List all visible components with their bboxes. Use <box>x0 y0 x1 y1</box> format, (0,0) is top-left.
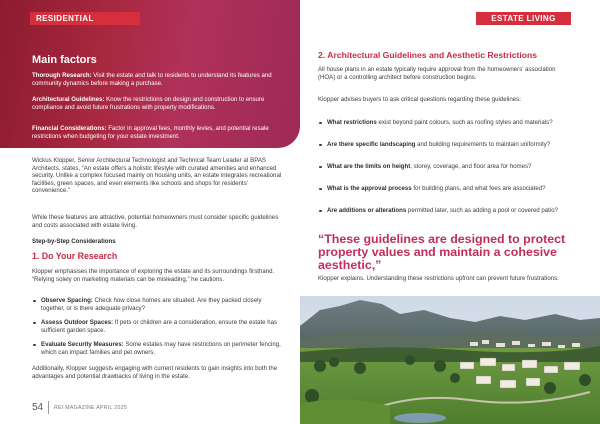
magazine-footer: REI MAGAZINE APRIL 2025 <box>54 405 128 411</box>
question-approval: What is the approval process for building plans, and what fees are associated? <box>318 185 568 193</box>
question-height: What are the limits on height, storey, coverage, and floor area for homes? <box>318 163 568 171</box>
research-heading: 1. Do Your Research <box>32 251 118 261</box>
research-bullet-outdoor: Assess Outdoor Spaces: If pets or children are a consideration, ensure the estate has sufficient garden space. <box>32 319 282 334</box>
questions-intro: Klopper advises buyers to ask critical questions regarding these guidelines: <box>318 96 521 103</box>
page-number: 54 <box>32 402 44 413</box>
estate-illustration <box>300 296 600 424</box>
factor-research: Thorough Research: Visit the estate and talk to residents to understand its features and community dynamics before making a purchase. <box>32 72 272 87</box>
additionally-paragraph: Additionally, Klopper suggests engaging with current residents to gain insights into both the advantages and potential drawbacks of living in the estate. <box>32 365 278 380</box>
intro-paragraph: Wickus Klopper, Senior Architectural Technologist and Technical Team Leader at BPAS Architects, states, “An estate offers a holistic lifestyle with curated amenities and enhanced security. Unlike a complex focused mainly on housing units, an estate integrates recreational facilities, green spaces, and even elements like schools and shops for residents’ convenience.” <box>32 157 282 195</box>
estate-aerial-photo <box>300 296 600 424</box>
question-alterations: Are additions or alterations permitted later, such as adding a pool or covered patio? <box>318 207 568 215</box>
folio-divider <box>48 401 49 414</box>
section-tag-residential: RESIDENTIAL <box>30 12 140 25</box>
right-page <box>300 0 600 424</box>
research-bullet-spacing: Observe Spacing: Check how close homes are situated. Are they packed closely together, or is there adequate privacy? <box>32 297 282 312</box>
while-paragraph: While these features are attractive, potential homeowners must consider specific guidelines and costs associated with estate living. <box>32 214 279 229</box>
pull-quote: “These guidelines are designed to protect property values and maintain a cohesive aesthetic,” <box>318 232 566 273</box>
question-landscaping: Are there specific landscaping and building requirements to maintain uniformity? <box>318 141 568 149</box>
step-heading: Step-by-Step Considerations <box>32 238 116 245</box>
factor-architectural: Architectural Guidelines: Know the restrictions on design and construction to ensure compliance and avoid future frustrations with property modifications. <box>32 96 265 111</box>
architectural-heading: 2. Architectural Guidelines and Aesthetic Restrictions <box>318 50 538 60</box>
research-intro: Klopper emphasises the importance of exploring the estate and its surroundings firsthand. “Relying solely on marketing materials can be misleading,” he cautions. <box>32 268 275 283</box>
after-quote-paragraph: Klopper explains. Understanding these restrictions upfront can prevent future frustrations. <box>318 275 559 282</box>
question-restrictions: What restrictions exist beyond paint colours, such as roofing styles and materials? <box>318 119 568 127</box>
factor-financial: Financial Considerations: Factor in approval fees, monthly levies, and potential resale restrictions when budgeting for your estate investment. <box>32 125 269 140</box>
hoa-paragraph: All house plans in an estate typically require approval from the homeowners’ association (HOA) or a controlling architect before construction begins. <box>318 66 556 81</box>
section-tag-estate-living: ESTATE LIVING <box>476 12 571 25</box>
main-factors-title: Main factors <box>32 54 97 66</box>
research-bullet-security: Evaluate Security Measures: Some estates may have restrictions on perimeter fencing, which can impact families and pet owners. <box>32 341 282 356</box>
